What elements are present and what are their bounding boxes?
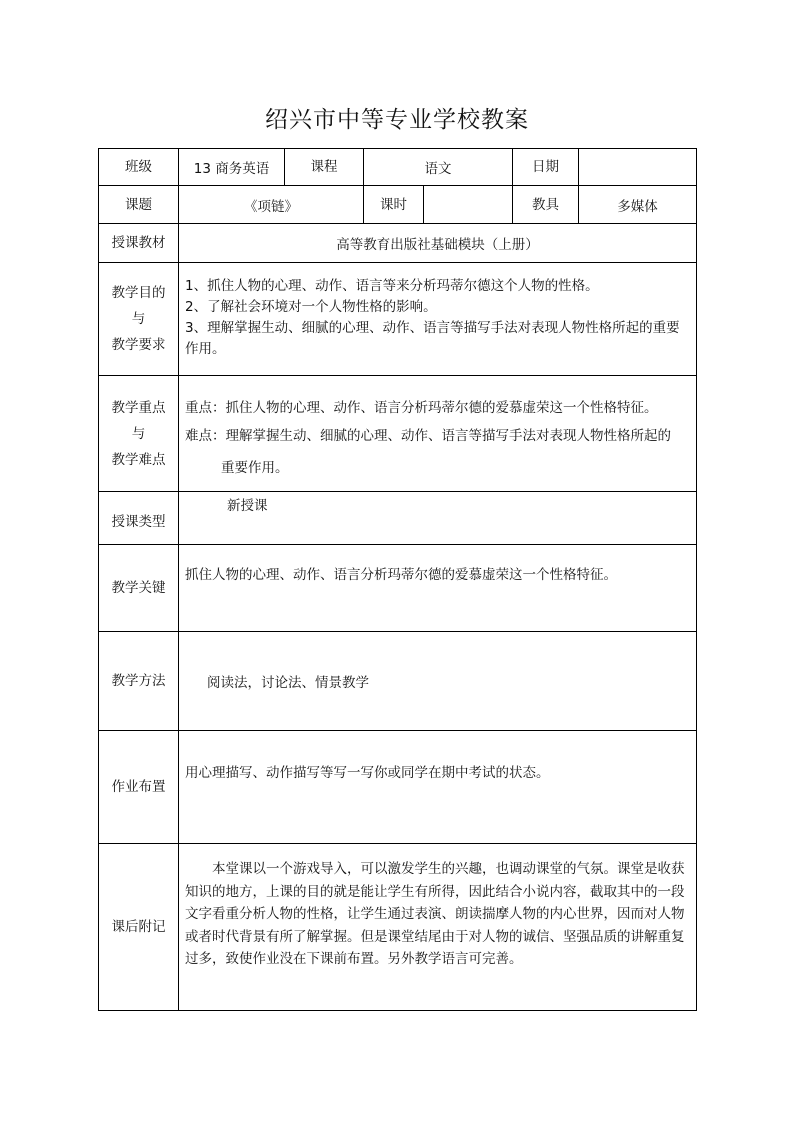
lesson-type-label: 授课类型 [99,492,179,545]
date-label: 日期 [513,149,579,186]
class-value: 13 商务英语 [179,149,285,186]
difficulty-text: 难点：理解掌握生动、细腻的心理、动作、语言等描写手法对表现人物性格所起的 [185,428,671,444]
homework-label: 作业布置 [99,731,179,844]
course-value: 语文 [364,149,513,186]
row-topic [99,186,697,224]
teaching-key-value [179,545,697,632]
lesson-type-value [179,492,697,545]
teaching-key-text: 抓住人物的心理、动作、语言分析玛蒂尔德的爱慕虚荣这一个性格特征。 [185,567,617,583]
tools-value: 多媒体 [579,186,697,224]
objectives-label-line1: 教学目的 [111,285,166,301]
row-homework [99,731,697,844]
page-title: 绍兴市中等专业学校教案 [265,107,529,133]
textbook-label: 授课教材 [99,224,179,263]
row-class [99,149,697,186]
reflection-label: 课后附记 [99,844,179,1011]
lesson-type-text: 新授课 [227,498,268,514]
homework-text: 用心理描写、动作描写等写一写你或同学在期中考试的状态。 [185,765,550,781]
row-teaching-key [99,545,697,632]
objective-item: 1、抓住人物的心理、动作、语言等来分析玛蒂尔德这个人物的性格。 [185,278,599,294]
teaching-key-label: 教学关键 [99,545,179,632]
objectives-label-line3: 教学要求 [111,337,166,353]
topic-value: 《项链》 [179,186,364,224]
row-lesson-type [99,492,697,545]
row-objectives [99,263,697,376]
tools-label: 教具 [513,186,579,224]
key-points-label-line2: 与 [131,425,146,442]
homework-value [179,731,697,844]
row-key-points [99,376,697,492]
key-points-label-line3: 教学难点 [111,451,166,468]
lesson-plan-table [98,148,697,1011]
key-points-label-line1: 教学重点 [111,399,166,416]
methods-value [179,632,697,731]
objective-item: 2、了解社会环境对一个人物性格的影响。 [185,299,437,315]
topic-label: 课题 [99,186,179,224]
key-points-label [99,376,179,492]
row-reflection [99,844,697,1011]
key-points-content [179,376,697,492]
hours-value [424,186,513,224]
objective-item: 3、理解掌握生动、细腻的心理、动作、语言等描写手法对表现人物性格所起的重要作用。 [185,320,680,357]
methods-text: 阅读法，讨论法、情景教学 [207,675,369,691]
class-label: 班级 [99,149,179,186]
difficulty-text-cont: 重要作用。 [221,460,289,476]
objectives-label-line2: 与 [131,311,146,327]
reflection-text: 本堂课以一个游戏导入，可以激发学生的兴趣，也调动课堂的气氛。课堂是收获知识的地方，上课的目的就是能让学生有所得，因此结合小说内容，截取其中的一段文字看重分析人物的性格，让学生通过表演、朗读揣摩人物的内心世界，因而对人物或者时代背景有所了解掌握。但是课堂结尾由于对人物的诚信、坚强品质的讲解重复过多，致使作业没在下课前布置。另外教学语言可完善。 [185,861,685,967]
textbook-value: 高等教育出版社基础模块（上册） [179,224,697,263]
row-methods [99,632,697,731]
reflection-value [179,844,697,1011]
hours-label: 课时 [364,186,424,224]
focus-text: 重点：抓住人物的心理、动作、语言分析玛蒂尔德的爱慕虚荣这一个性格特征。 [185,400,658,416]
methods-label: 教学方法 [99,632,179,731]
objectives-content [179,263,697,376]
course-label: 课程 [285,149,364,186]
objectives-label [99,263,179,376]
date-value [579,149,697,186]
row-textbook [99,224,697,263]
